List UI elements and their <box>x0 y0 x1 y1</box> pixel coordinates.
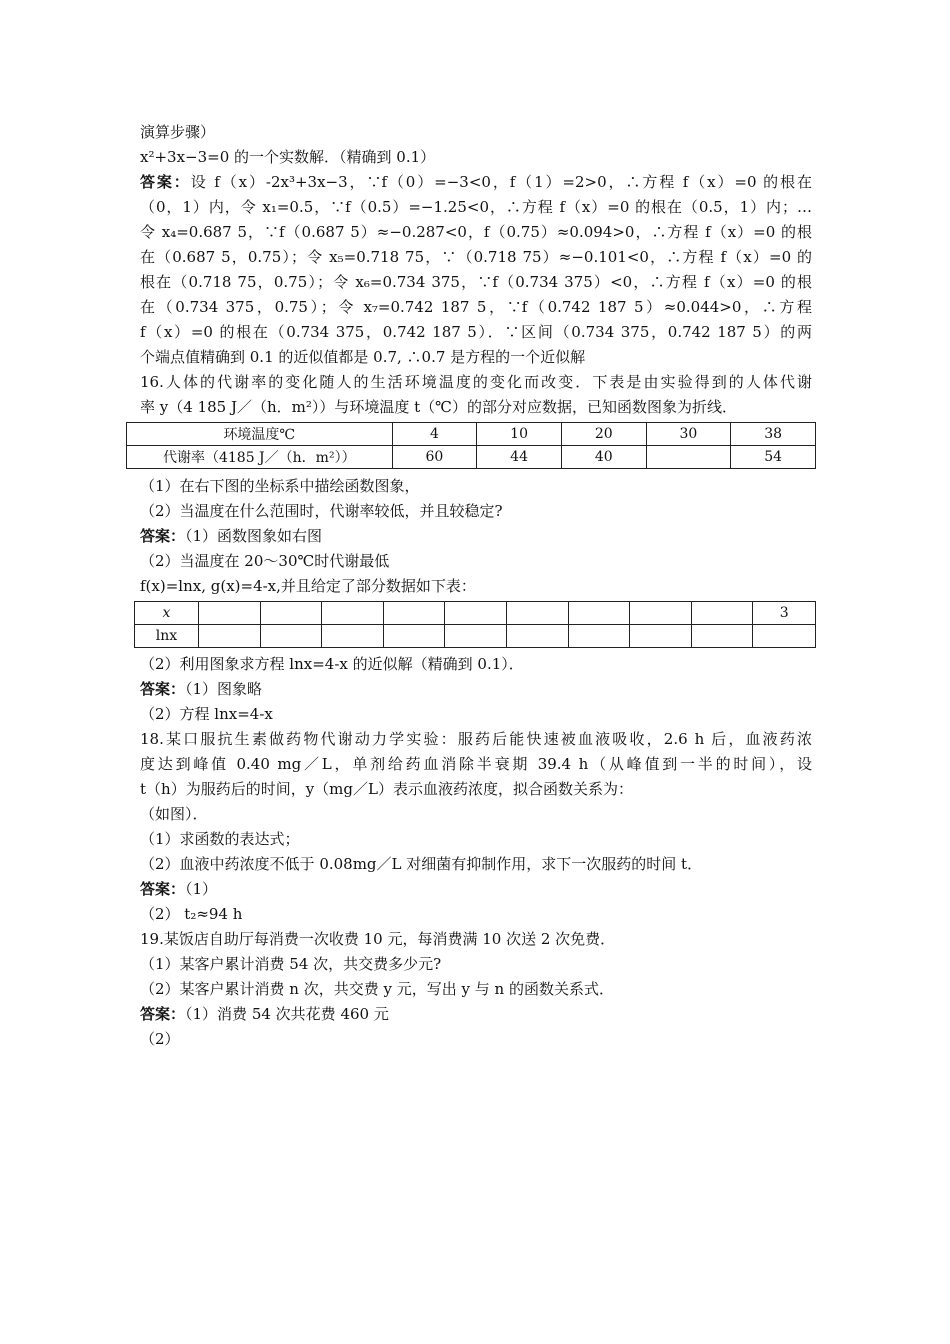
q16-part-1: （1）在右下图的坐标系中描绘函数图象， <box>140 477 420 495</box>
q16-part-2: （2）当温度在什么范围时，代谢率较低，并且较稳定? <box>140 502 503 520</box>
table-cell <box>630 625 692 648</box>
table-cell-text: x <box>162 605 171 621</box>
q19-answer-text-1: （1）消费 54 次共花费 460 元 <box>185 1005 389 1023</box>
q18-line-4: （如图）． <box>140 805 208 823</box>
table-cell <box>260 602 322 625</box>
table-cell <box>506 625 568 648</box>
q18-answer-line-2: （2） t₂≈94 h <box>140 905 243 923</box>
q16-answer-text-1: （1）函数图象如右图 <box>185 527 323 545</box>
q16-line-2: 率 y（4 185 J／（h．m²））与环境温度 t（℃）的部分对应数据，已知函数图象为折线． <box>140 398 737 416</box>
q15-answer-line-6: 在（0.734 375，0.75）；令 x₇=0.742 187 5，∵f（0.742 187 5）≈0.044>0，∴方程 <box>140 298 812 316</box>
table-cell <box>322 602 384 625</box>
q19-line-1: 19.某饭店自助厅每消费一次收费 10 元，每消费满 10 次送 2 次免费． <box>140 930 616 948</box>
table-cell <box>630 602 692 625</box>
q17-answer-line-1 <box>140 677 262 702</box>
table-cell <box>322 625 384 648</box>
q18-line-3: t（h）为服药后的时间，y（mg／L）表示血液药浓度，拟合函数关系为： <box>140 780 633 798</box>
table-cell <box>753 625 816 648</box>
q19-answer-line-2: （2） <box>140 1030 180 1048</box>
table-cell <box>383 602 445 625</box>
q15-line-1: 演算步骤） <box>140 123 216 141</box>
q16-answer-line-1 <box>140 524 322 549</box>
q19-part-1: （1）某客户累计消费 54 次，共交费多少元? <box>140 955 442 973</box>
q18-part-1: （1）求函数的表达式； <box>140 830 300 848</box>
table-cell <box>691 602 753 625</box>
q15-answer-line-2: （0，1）内，令 x₁=0.5，∵f（0.5）=−1.25<0，∴方程 f（x）=0 的根在（0.5，1）内；… <box>140 198 812 216</box>
q16-data-table <box>126 422 816 469</box>
answer-label: 答案： <box>140 680 186 698</box>
q19-answer-line-1 <box>140 1002 389 1027</box>
table-cell: 3 <box>753 602 816 625</box>
q15-answer-line-8: 个端点值精确到 0.1 的近似值都是 0.7, ∴0.7 是方程的一个近似解 <box>140 348 586 366</box>
table-cell: 环境温度℃ <box>127 423 393 446</box>
table-cell: 60 <box>392 446 477 469</box>
table-cell <box>445 602 507 625</box>
q18-line-1: 18.某口服抗生素做药物代谢动力学实验：服药后能快速被血液吸收，2.6 h 后，血液药浓 <box>140 730 812 748</box>
table-cell: 20 <box>561 423 646 446</box>
table-cell: 30 <box>646 423 731 446</box>
table-row <box>135 602 816 625</box>
table-cell <box>198 602 260 625</box>
q15-line-2: x²+3x−3=0 的一个实数解．（精确到 0.1） <box>140 148 436 166</box>
table-cell: 10 <box>477 423 562 446</box>
q16-line-1: 16.人体的代谢率的变化随人的生活环境温度的变化而改变．下表是由实验得到的人体代谢 <box>140 373 812 391</box>
table-cell <box>260 625 322 648</box>
q15-answer-line-1 <box>140 170 812 195</box>
table-cell: 54 <box>731 446 816 469</box>
answer-label: 答案： <box>140 173 191 191</box>
q15-answer-text-1: 设 f（x）-2x³+3x−3，∵f（0）=−3<0，f（1）=2>0，∴方程 f（x）=0 的根在 <box>190 173 812 191</box>
q15-answer-line-7: f（x）=0 的根在（0.734 375，0.742 187 5）．∵区间（0.734 375，0.742 187 5）的两 <box>140 323 812 341</box>
answer-label: 答案： <box>140 1005 186 1023</box>
q17-answer-line-2: （2）方程 lnx=4-x <box>140 705 273 723</box>
table-cell <box>506 602 568 625</box>
q17-answer-text-1: （1）图象略 <box>185 680 263 698</box>
q17-line-1: f(x)=lnx, g(x)=4-x,并且给定了部分数据如下表： <box>140 577 476 595</box>
table-cell: 44 <box>477 446 562 469</box>
table-cell <box>135 602 199 625</box>
q17-part-2: （2）利用图象求方程 lnx=4-x 的近似解（精确到 0.1）． <box>140 655 524 673</box>
q18-line-2: 度达到峰值 0.40 mg／L，单剂给药血消除半衰期 39.4 h（从峰值到一半的时间），设 <box>140 755 812 773</box>
table-cell: 代谢率（4185 J／（h．m²）） <box>127 446 393 469</box>
q16-answer-line-2: （2）当温度在 20～30℃时代谢最低 <box>140 552 390 570</box>
table-cell <box>568 602 630 625</box>
table-cell <box>383 625 445 648</box>
q15-answer-line-4: 在（0.687 5，0.75）；令 x₅=0.718 75，∵（0.718 75）≈−0.101<0，∴方程 f（x）=0 的 <box>140 248 812 266</box>
table-cell <box>198 625 260 648</box>
q15-answer-line-3: 令 x₄=0.687 5，∵f（0.687 5）≈−0.287<0，f（0.75）≈0.094>0，∴方程 f（x）=0 的根 <box>140 223 812 241</box>
q18-answer-line-1 <box>140 877 217 902</box>
table-cell <box>646 446 731 469</box>
table-cell <box>445 625 507 648</box>
q18-answer-text-1: （1） <box>185 880 218 898</box>
table-cell: 4 <box>392 423 477 446</box>
answer-label: 答案： <box>140 880 186 898</box>
table-row <box>135 625 816 648</box>
q19-part-2: （2）某客户累计消费 n 次，共交费 y 元，写出 y 与 n 的函数关系式． <box>140 980 614 998</box>
q17-data-table <box>134 601 816 648</box>
table-cell <box>691 625 753 648</box>
table-cell: 38 <box>731 423 816 446</box>
table-cell: lnx <box>135 625 199 648</box>
q15-answer-line-5: 根在（0.718 75，0.75）；令 x₆=0.734 375，∵f（0.734 375）<0，∴方程 f（x）=0 的根 <box>140 273 812 291</box>
table-row <box>127 446 816 469</box>
q18-part-2: （2）血液中药浓度不低于 0.08mg／L 对细菌有抑制作用，求下一次服药的时间 t． <box>140 855 703 873</box>
table-row <box>127 423 816 446</box>
table-cell <box>568 625 630 648</box>
table-cell: 40 <box>561 446 646 469</box>
answer-label: 答案： <box>140 527 186 545</box>
